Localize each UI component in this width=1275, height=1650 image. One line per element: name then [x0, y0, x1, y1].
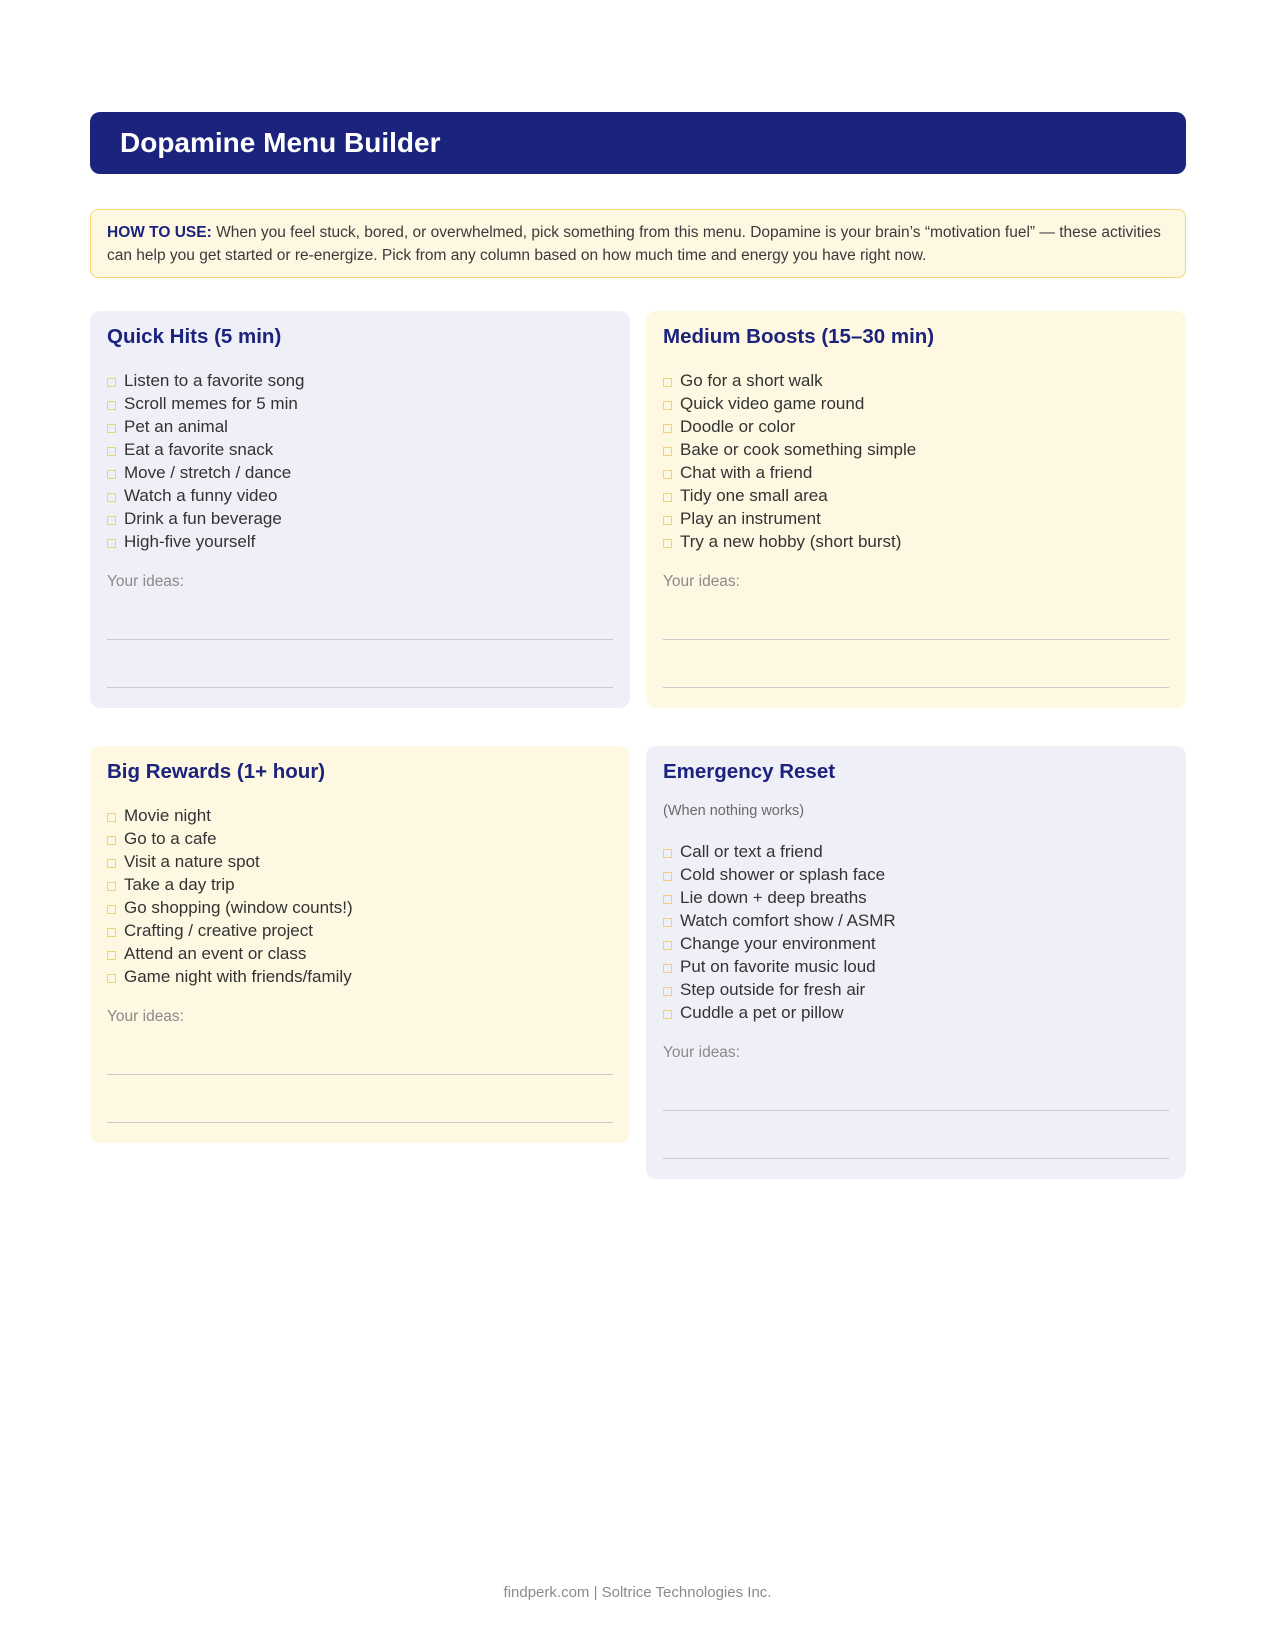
checkbox-icon[interactable] — [663, 849, 672, 858]
list-item[interactable]: Attend an event or class — [107, 942, 613, 965]
list-item[interactable]: Take a day trip — [107, 873, 613, 896]
list-item[interactable]: Go for a short walk — [663, 369, 1169, 392]
list-item[interactable]: Lie down + deep breaths — [663, 886, 1169, 909]
list-item[interactable]: Put on favorite music loud — [663, 955, 1169, 978]
ideas-write-line[interactable] — [107, 687, 613, 688]
list-item[interactable]: Try a new hobby (short burst) — [663, 530, 1169, 553]
list-item[interactable]: Step outside for fresh air — [663, 978, 1169, 1001]
checkbox-icon[interactable] — [107, 951, 116, 960]
list-item[interactable]: High-five yourself — [107, 530, 613, 553]
medium-boosts-card — [646, 311, 1186, 708]
list-item[interactable]: Watch comfort show / ASMR — [663, 909, 1169, 932]
emergency-reset-subtitle: (When nothing works) — [663, 803, 805, 819]
big-rewards-title: Big Rewards (1+ hour) — [107, 760, 326, 783]
emergency-reset-list — [663, 840, 1169, 1024]
checkbox-icon[interactable] — [107, 516, 116, 525]
list-item[interactable]: Call or text a friend — [663, 840, 1169, 863]
list-item[interactable]: Bake or cook something simple — [663, 438, 1169, 461]
list-item[interactable]: Move / stretch / dance — [107, 461, 613, 484]
list-item[interactable]: Crafting / creative project — [107, 919, 613, 942]
checkbox-icon[interactable] — [107, 882, 116, 891]
list-item[interactable]: Cuddle a pet or pillow — [663, 1001, 1169, 1024]
checkbox-icon[interactable] — [663, 1010, 672, 1019]
checkbox-icon[interactable] — [663, 918, 672, 927]
checkbox-icon[interactable] — [663, 401, 672, 410]
your-ideas-label: Your ideas: — [663, 573, 740, 590]
list-item[interactable]: Go to a cafe — [107, 827, 613, 850]
list-item[interactable]: Game night with friends/family — [107, 965, 613, 988]
quick-hits-title: Quick Hits (5 min) — [107, 325, 282, 348]
ideas-write-line[interactable] — [663, 1110, 1169, 1111]
ideas-write-line[interactable] — [107, 639, 613, 640]
list-item[interactable]: Listen to a favorite song — [107, 369, 613, 392]
checkbox-icon[interactable] — [107, 447, 116, 456]
list-item[interactable]: Go shopping (window counts!) — [107, 896, 613, 919]
ideas-write-line[interactable] — [663, 687, 1169, 688]
list-item[interactable]: Chat with a friend — [663, 461, 1169, 484]
checkbox-icon[interactable] — [663, 964, 672, 973]
checkbox-icon[interactable] — [663, 447, 672, 456]
checkbox-icon[interactable] — [107, 539, 116, 548]
page-title: Dopamine Menu Builder — [120, 127, 441, 158]
quick-hits-card — [90, 311, 630, 708]
your-ideas-label: Your ideas: — [107, 1008, 184, 1025]
checkbox-icon[interactable] — [663, 378, 672, 387]
checkbox-icon[interactable] — [107, 859, 116, 868]
checkbox-icon[interactable] — [663, 895, 672, 904]
checkbox-icon[interactable] — [107, 378, 116, 387]
checkbox-icon[interactable] — [107, 401, 116, 410]
checkbox-icon[interactable] — [663, 987, 672, 996]
list-item[interactable]: Movie night — [107, 804, 613, 827]
list-item[interactable]: Scroll memes for 5 min — [107, 392, 613, 415]
checkbox-icon[interactable] — [107, 424, 116, 433]
big-rewards-card — [90, 746, 630, 1143]
list-item[interactable]: Tidy one small area — [663, 484, 1169, 507]
how-to-use-label: HOW TO USE: — [107, 224, 212, 241]
medium-boosts-title: Medium Boosts (15–30 min) — [663, 325, 935, 348]
list-item[interactable]: Eat a favorite snack — [107, 438, 613, 461]
checkbox-icon[interactable] — [663, 516, 672, 525]
list-item[interactable]: Play an instrument — [663, 507, 1169, 530]
page-header — [90, 112, 1186, 174]
page-footer: findperk.com | Soltrice Technologies Inc. — [503, 1584, 772, 1601]
your-ideas-label: Your ideas: — [107, 573, 184, 590]
checkbox-icon[interactable] — [107, 836, 116, 845]
checkbox-icon[interactable] — [107, 974, 116, 983]
your-ideas-label: Your ideas: — [663, 1044, 740, 1061]
list-item[interactable]: Visit a nature spot — [107, 850, 613, 873]
how-to-use-text: When you feel stuck, bored, or overwhelmed, pick something from this menu. Dopamine is your brain’s “motivation fuel” — these activities can help you get started or re-energize. Pick from any column based on how much time and energy you have right now. — [107, 224, 1161, 264]
list-item[interactable]: Doodle or color — [663, 415, 1169, 438]
ideas-write-line[interactable] — [663, 639, 1169, 640]
checkbox-icon[interactable] — [107, 928, 116, 937]
ideas-write-line[interactable] — [663, 1158, 1169, 1159]
list-item[interactable]: Quick video game round — [663, 392, 1169, 415]
checkbox-icon[interactable] — [107, 470, 116, 479]
list-item[interactable]: Change your environment — [663, 932, 1169, 955]
how-to-use-box — [90, 209, 1186, 278]
ideas-write-line[interactable] — [107, 1122, 613, 1123]
list-item[interactable]: Watch a funny video — [107, 484, 613, 507]
checkbox-icon[interactable] — [663, 539, 672, 548]
emergency-reset-card — [646, 746, 1186, 1179]
quick-hits-list — [107, 369, 613, 553]
medium-boosts-list — [663, 369, 1169, 553]
checkbox-icon[interactable] — [663, 872, 672, 881]
list-item[interactable]: Drink a fun beverage — [107, 507, 613, 530]
list-item[interactable]: Pet an animal — [107, 415, 613, 438]
ideas-write-line[interactable] — [107, 1074, 613, 1075]
checkbox-icon[interactable] — [107, 905, 116, 914]
checkbox-icon[interactable] — [663, 493, 672, 502]
checkbox-icon[interactable] — [663, 470, 672, 479]
checkbox-icon[interactable] — [107, 493, 116, 502]
checkbox-icon[interactable] — [663, 424, 672, 433]
emergency-reset-title: Emergency Reset — [663, 760, 836, 783]
checkbox-icon[interactable] — [663, 941, 672, 950]
big-rewards-list — [107, 804, 613, 988]
list-item[interactable]: Cold shower or splash face — [663, 863, 1169, 886]
checkbox-icon[interactable] — [107, 813, 116, 822]
